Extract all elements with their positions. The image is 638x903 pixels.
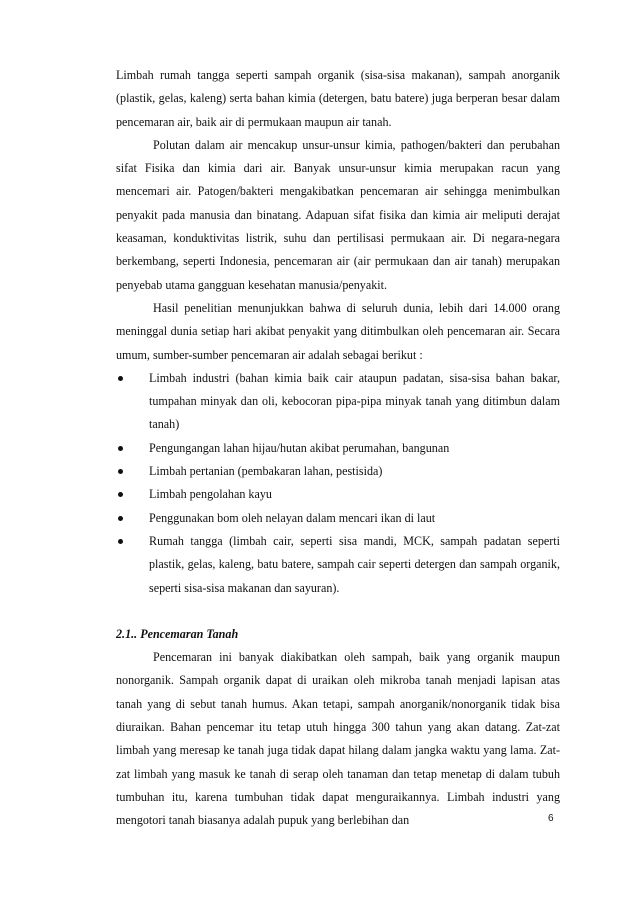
bullet-icon xyxy=(118,446,123,451)
paragraph-household-waste: Limbah rumah tangga seperti sampah organik (sisa-sisa makanan), sampah anorganik (plastik, gelas, kaleng) serta bahan kimia (detergen, batu batere) juga berperan besar dalam pencemaran air, baik air di permukaan maupun air tanah. xyxy=(116,68,560,129)
page-number: 6 xyxy=(548,813,554,824)
section-heading: 2.1.. Pencemaran Tanah xyxy=(116,626,239,641)
list-item-text: Limbah industri (bahan kimia baik cair ataupun padatan, sisa-sisa bahan bakar, tumpahan minyak dan oli, kebocoran pipa-pipa minyak tanah yang ditimbun dalam tanah) xyxy=(149,370,560,432)
pollution-sources-list xyxy=(116,367,560,600)
bullet-icon xyxy=(118,539,123,544)
list-item-text: Limbah pengolahan kayu xyxy=(149,487,272,502)
list-item-text: Rumah tangga (limbah cair, seperti sisa mandi, MCK, sampah padatan seperti plastik, gelas, kaleng, batu batere, sampah cair seperti detergen dan sampah organik, seperti sisa-sisa makanan dan sayuran). xyxy=(149,533,560,595)
bullet-icon xyxy=(118,492,123,497)
list-item xyxy=(116,437,560,460)
paragraph-research-results: Hasil penelitian menunjukkan bahwa di seluruh dunia, lebih dari 14.000 orang meninggal dunia setiap hari akibat penyakit yang ditimbulkan oleh pencemaran air. Secara umum, sumber-sumber pencemaran air adalah sebagai berikut : xyxy=(116,300,560,362)
paragraph-pollutants: Polutan dalam air mencakup unsur-unsur kimia, pathogen/bakteri dan perubahan sifat Fisika dan kimia dari air. Banyak unsur-unsur kimia merupakan racun yang mencemari air. Patogen/bakteri mengakibatkan pencemaran air sehingga menimbulkan penyakit pada manusia dan binatang. Adapuan sifat fisika dan kimia air meliputi derajat keasaman, konduktivitas listrik, suhu dan pertilisasi permukaan air. Di negara-negara berkembang, seperti Indonesia, pencemaran air (air permukaan dan air tanah) merupakan penyebab utama gangguan kesehatan manusia/penyakit. xyxy=(116,137,560,292)
list-item xyxy=(116,460,560,483)
document-page xyxy=(116,64,560,833)
bullet-icon xyxy=(118,469,123,474)
list-item-text: Penggunakan bom oleh nelayan dalam mencari ikan di laut xyxy=(149,510,436,525)
list-item xyxy=(116,367,560,437)
list-item-text: Pengungangan lahan hijau/hutan akibat perumahan, bangunan xyxy=(149,440,450,455)
paragraph-soil-pollution: Pencemaran ini banyak diakibatkan oleh sampah, baik yang organik maupun nonorganik. Sampah organik dapat di uraikan oleh mikroba tanah menjadi lapisan atas tanah yang di sebut tanah humus. Akan tetapi, sampah anorganik/nonorganik tidak bisa diuraikan. Bahan pencemar itu tetap utuh hingga 300 tahun yang akan datang. Zat-zat limbah yang meresap ke tanah juga tidak dapat hilang dalam jangka waktu yang lama. Zat-zat limbah yang masuk ke tanah di serap oleh tanaman dan tetap menetap di dalam tubuh tumbuhan itu, karena tumbuhan tidak dapat menguraikannya. Limbah industri yang mengotori tanah biasanya adalah pupuk yang berlebihan dan xyxy=(116,650,560,828)
bullet-icon xyxy=(118,516,123,521)
list-item xyxy=(116,507,560,530)
list-item xyxy=(116,530,560,600)
list-item xyxy=(116,483,560,506)
list-item-text: Limbah pertanian (pembakaran lahan, pestisida) xyxy=(149,464,383,479)
bullet-icon xyxy=(118,376,123,381)
